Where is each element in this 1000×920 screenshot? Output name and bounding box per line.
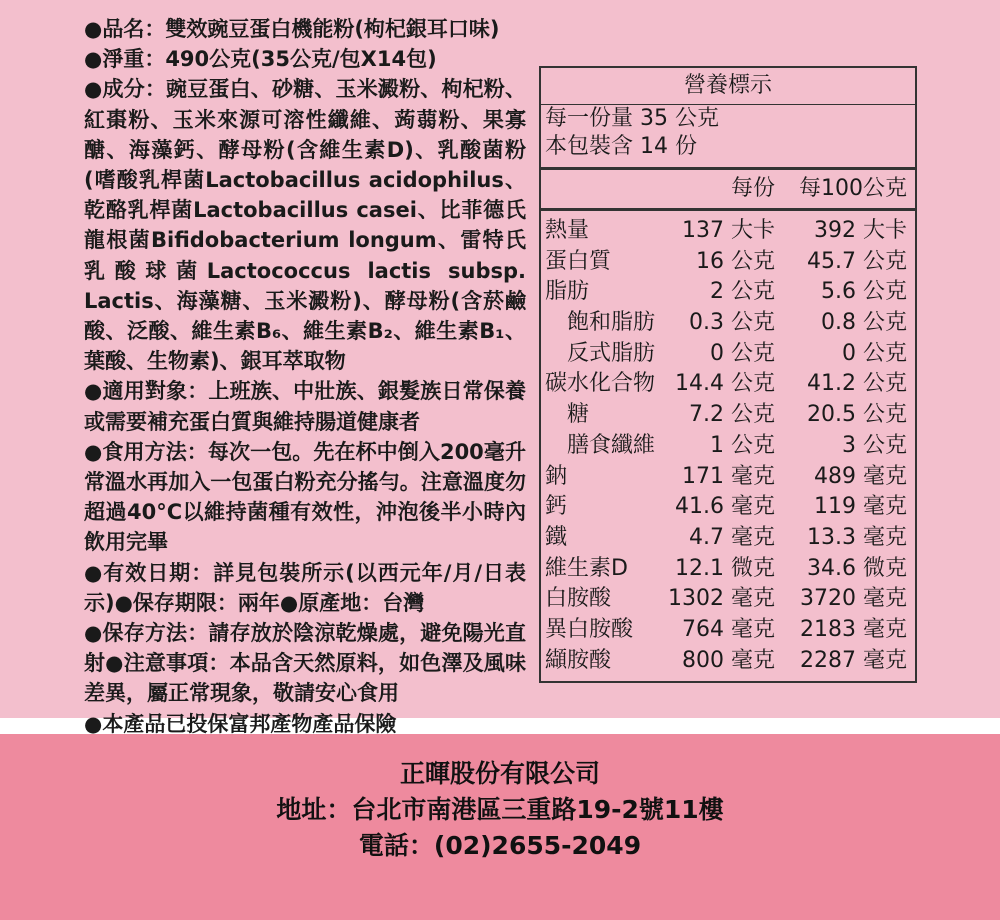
nutrient-name: 膳食纖維 [567,432,656,458]
nutrient-per-serving: 7.2 公克 [689,402,775,428]
info-usage: ●食用方法：每次一包。先在杯中倒入200毫升常溫水再加入一包蛋白粉充分搖勻。注意溫度勿超過40°C以維持菌種有效性，沖泡後半小時內飲用完畢 [84,439,526,555]
nutrient-per-serving: 41.6 毫克 [675,494,775,520]
nutrient-name: 蛋白質 [545,248,612,274]
nutrient-name: 飽和脂肪 [567,310,656,336]
nutrient-name: 脂肪 [545,279,590,305]
nutrient-per-100g: 13.3 毫克 [807,524,907,550]
nutrient-row [541,400,915,431]
nutrient-name: 白胺酸 [545,586,612,612]
nutrient-name: 維生素D [545,555,628,581]
nutrient-name: 鈉 [545,463,568,489]
nutrient-per-serving: 16 公克 [696,248,775,274]
info-ingredients: ●成分：豌豆蛋白、砂糖、玉米澱粉、枸杞粉、紅棗粉、玉米來源可溶性纖維、蒟蒻粉、果寡醣、海藻鈣、酵母粉(含維生素D)、乳酸菌粉(嗜酸乳桿菌Lactobacillus acidophilus、乾酪乳桿菌Lactobacillus casei、比菲德氏龍根菌Bifidobacterium longum、雷特氏乳酸球菌Lactococcus lactis subsp. Lactis、海藻糖、玉米澱粉)、酵母粉(含菸鹼酸、泛酸、維生素B₆、維生素B₂、維生素B₁、葉酸、生物素)、銀耳萃取物 [84,77,526,374]
nutrient-per-100g: 41.2 公克 [807,371,907,397]
nutrient-name: 纈胺酸 [545,647,612,673]
nutrient-name: 熱量 [545,218,590,243]
nutrient-row [541,523,915,554]
nutrition-title: 營養標示 [541,68,915,105]
nutrient-per-100g: 2183 毫克 [800,616,907,642]
info-insurance: ●本產品已投保富邦產物產品保險 [84,711,397,736]
nutrient-per-100g: 3 公克 [842,432,907,458]
nutrient-per-serving: 12.1 微克 [675,555,775,581]
info-storage: ●保存方法：請存放於陰涼乾燥處，避免陽光直射●注意事項：本品含天然原料，如色澤及風味差異，屬正常現象，敬請安心食用 [84,621,526,706]
nutrient-row [541,462,915,493]
nutrient-per-serving: 1 公克 [710,432,775,458]
nutrient-per-serving: 4.7 毫克 [689,524,775,550]
nutrient-row [541,247,915,278]
nutrient-per-100g: 34.6 微克 [807,555,907,581]
company-address: 地址：台北市南港區三重路19-2號11樓 [276,795,724,824]
company-info [0,756,1000,864]
nutrient-per-serving: 171 毫克 [682,463,775,489]
nutrient-per-100g: 5.6 公克 [821,279,907,305]
company-phone: 電話：(02)2655-2049 [358,831,642,860]
nutrient-row [541,646,915,677]
nutrient-per-100g: 2287 毫克 [800,647,907,673]
nutrient-per-serving: 2 公克 [710,279,775,305]
nutrient-name: 鈣 [545,494,568,520]
info-weight: ●淨重：490公克(35公克/包X14包) [84,47,437,72]
nutrient-per-100g: 45.7 公克 [807,248,907,274]
column-headers [541,170,915,211]
nutrient-per-serving: 0 公克 [710,340,775,366]
nutrient-per-serving: 0.3 公克 [689,310,775,336]
servings-per-package: 本包裝含 14 份 [545,134,697,159]
nutrient-row [541,584,915,615]
nutrient-row [541,615,915,646]
nutrient-per-100g: 119 毫克 [814,494,907,520]
nutrition-facts-table [539,66,917,683]
product-info [84,14,526,739]
nutrient-name: 鐵 [545,524,568,550]
nutrient-per-100g: 20.5 公克 [807,402,907,428]
nutrient-name: 糖 [567,402,590,428]
nutrient-name: 異白胺酸 [545,616,634,642]
nutrient-name: 反式脂肪 [567,340,656,366]
nutrient-row [541,277,915,308]
company-name: 正暉股份有限公司 [399,759,600,788]
nutrient-per-100g: 0 公克 [842,340,907,366]
nutrient-per-100g: 3720 毫克 [800,586,907,612]
nutrient-per-serving: 14.4 公克 [675,371,775,397]
nutrient-row [541,308,915,339]
info-target: ●適用對象：上班族、中壯族、銀髮族日常保養或需要補充蛋白質與維持腸道健康者 [84,379,526,434]
nutrient-row [541,216,915,247]
nutrient-per-serving: 137 大卡 [682,218,775,243]
nutrient-name: 碳水化合物 [545,371,656,397]
nutrient-row [541,369,915,400]
nutrient-row [541,431,915,462]
nutrient-row [541,554,915,585]
info-name: ●品名：雙效豌豆蛋白機能粉(枸杞銀耳口味) [84,17,500,41]
col-per-serving: 每份 [730,176,775,201]
info-expiry: ●有效日期：詳見包裝所示(以西元年/月/日表示)●保存期限：兩年●原產地：台灣 [84,560,526,615]
nutrient-row [541,339,915,370]
col-per-100g: 每100公克 [799,176,907,201]
nutrient-per-100g: 489 毫克 [814,463,907,489]
nutrient-per-serving: 764 毫克 [682,616,775,642]
nutrient-per-100g: 392 大卡 [814,218,907,243]
nutrient-row [541,492,915,523]
nutrient-per-100g: 0.8 公克 [821,310,907,336]
nutrient-rows [541,211,915,676]
serving-size: 每一份量 35 公克 [545,106,719,131]
nutrient-per-serving: 800 毫克 [682,647,775,673]
nutrient-per-serving: 1302 毫克 [668,586,775,612]
